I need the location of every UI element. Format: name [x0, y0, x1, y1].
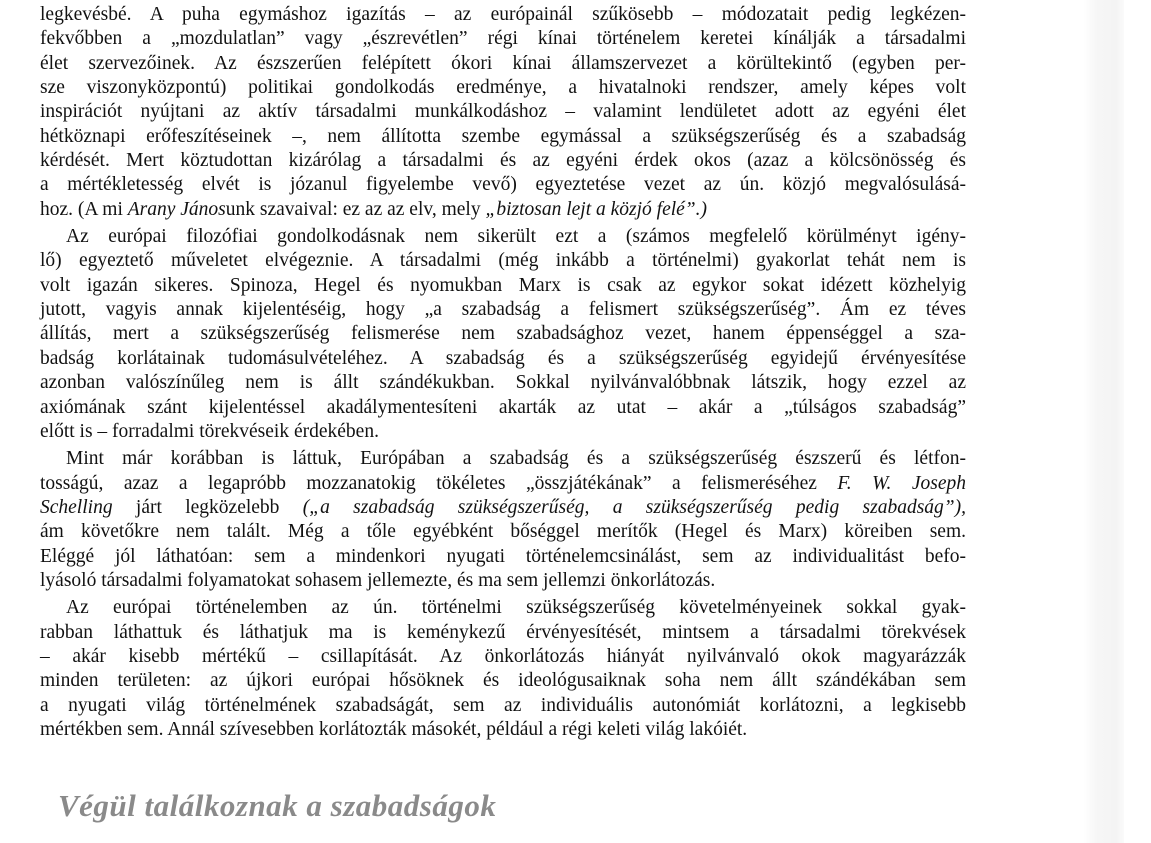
text-line	[40, 322, 966, 346]
text-line	[40, 420, 966, 444]
text-line	[40, 76, 966, 100]
text-run: kérdését. Mert köztudottan kizárólag a társadalmi és az egyéni érdek okos (azaz a kölcsönösség és	[40, 150, 966, 172]
text-line	[40, 472, 966, 496]
italic-text-run: F. W. Joseph	[837, 472, 967, 494]
text-run: járt legközelebb	[112, 496, 303, 518]
text-run: axiómának szánt kijelentéssel akadálymentesíteni akarták az utat – akár a „túlságos szabadság”	[40, 396, 966, 418]
text-line	[40, 371, 966, 395]
scan-page-edge	[1083, 0, 1124, 843]
text-line	[40, 225, 966, 249]
text-run: tosságú, azaz a legapróbb mozzanatokig tökéletes „összjátékának” a felismeréséhez	[40, 472, 838, 494]
text-line	[40, 621, 966, 645]
text-run: lyásoló társadalmi folyamatokat sohasem jellemezte, és ma sem jellemzi önkorlátozás.	[40, 569, 716, 591]
text-line	[40, 718, 966, 742]
paragraph	[40, 596, 966, 742]
text-line	[40, 3, 966, 27]
text-line	[40, 694, 966, 718]
text-line	[40, 27, 966, 51]
text-run: badság korlátainak tudomásulvételéhez. A szabadság és a szükségszerűség egyidejű érvényesítése	[40, 347, 966, 369]
text-run: minden területen: az újkori európai hősöknek és ideológusaiknak soha nem állt szándékában sem	[40, 670, 966, 692]
text-line	[40, 447, 966, 471]
text-run: élet szervezőinek. Az észszerűen felépített ókori kínai államszervezet a körültekintő (egyben per-	[40, 52, 966, 74]
text-line	[40, 645, 966, 669]
text-line	[40, 545, 966, 569]
text-line	[40, 569, 966, 593]
paragraph	[40, 3, 966, 222]
italic-text-run: Schelling	[40, 496, 113, 518]
text-run: ám követőkre nem talált. Még a tőle egyébként bőséggel merítők (Hegel és Marx) köreiben sem.	[40, 521, 966, 543]
paragraph	[40, 447, 966, 593]
text-run: a mértékletesség elvét is józanul figyelembe vevő) egyeztetése vezet az ún. közjó megvalósulásá-	[40, 174, 966, 196]
italic-text-run: „biztosan lejt a közjó felé”.)	[485, 198, 708, 220]
text-run: a nyugati világ történelmének szabadságát, sem az individuális autonómiát korlátozni, a legkisebb	[40, 694, 966, 716]
text-run: – akár kisebb mértékű – csillapítását. Az önkorlátozás hiányát nyilvánvaló okok magyarázzák	[40, 645, 966, 667]
text-line	[40, 520, 966, 544]
text-line	[40, 52, 966, 76]
text-run: előtt is – forradalmi törekvéseik érdekében.	[40, 420, 379, 442]
text-run: azonban valószínűleg nem is állt szándékukban. Sokkal nyilvánvalóbbnak látszik, hogy ezzel az	[40, 372, 966, 394]
text-run: hoz. (A mi	[40, 198, 128, 220]
text-run: sze viszonyközpontú) politikai gondolkodás eredménye, a hivatalnoki rendszer, amely képes volt	[40, 77, 966, 99]
text-run: Az európai filozófiai gondolkodásnak nem sikerült ezt a (számos megfelelő körülményt igény-	[66, 226, 966, 248]
text-run: inspirációt nyújtani az aktív társadalmi munkálkodáshoz – valamint lendületet adott az egyéni élet	[40, 101, 966, 123]
text-run: hétköznapi erőfeszítéseinek –, nem állította szembe egymással a szükségszerűség és a szabadság	[40, 125, 966, 147]
text-run: állítás, mert a szükségszerűség felismerése nem szabadsághoz vezet, hanem éppenséggel a sza-	[40, 323, 966, 345]
text-run: Mint már korábban is láttuk, Európában a szabadság és a szükségszerűség észszerű és létfon-	[66, 448, 966, 470]
text-run: unk szavaival: ez az az elv, mely	[225, 198, 486, 220]
text-line	[40, 396, 966, 420]
text-line	[40, 125, 966, 149]
text-line	[40, 198, 966, 222]
text-line	[40, 298, 966, 322]
text-line	[40, 149, 966, 173]
page-text-block	[40, 3, 966, 824]
text-line	[40, 100, 966, 124]
text-run: Eléggé jól láthatóan: sem a mindenkori nyugati történelemcsinálást, sem az individualitást befo-	[40, 545, 966, 567]
text-line	[40, 596, 966, 620]
text-run: lő) egyeztető műveletet elvégeznie. A társadalmi (még inkább a történelmi) gyakorlat tehát nem is	[40, 250, 966, 272]
text-run: jutott, vagyis annak kijelentéséig, hogy „a szabadság a felismert szükségszerűség”. Ám ez téves	[40, 299, 966, 321]
paragraphs-container	[40, 3, 966, 742]
text-line	[40, 669, 966, 693]
text-line	[40, 496, 966, 520]
text-run: legkevésbé. A puha egymáshoz igazítás – az európainál szűkösebb – módozatait pedig legkézen-	[40, 4, 966, 25]
text-line	[40, 274, 966, 298]
italic-text-run: („a szabadság szükségszerűség, a szükségszerűség pedig szabadság”),	[302, 496, 966, 518]
paragraph	[40, 225, 966, 444]
text-run: mértékben sem. Annál szívesebben korlátozták másokét, például a régi keleti világ lakóiét.	[40, 718, 748, 740]
text-line	[40, 173, 966, 197]
italic-text-run: Arany János	[127, 198, 226, 220]
text-run: volt igazán sikeres. Spinoza, Hegel és nyomukban Marx is csak az egykor sokat idézett közhelyig	[40, 274, 966, 296]
text-run: Az európai történelemben az ún. történelmi szükségszerűség követelményeinek sokkal gyak-	[66, 597, 966, 619]
text-run: rabban láthattuk és láthatjuk ma is keménykezű érvényesítését, mintsem a társadalmi törekvések	[40, 621, 966, 643]
text-line	[40, 249, 966, 273]
text-run: fekvőbben a „mozdulatlan” vagy „észrevétlen” régi kínai történelem keretei kínálják a társadalmi	[40, 28, 966, 50]
text-line	[40, 347, 966, 371]
section-heading: Végül találkoznak a szabadságok	[58, 788, 497, 824]
